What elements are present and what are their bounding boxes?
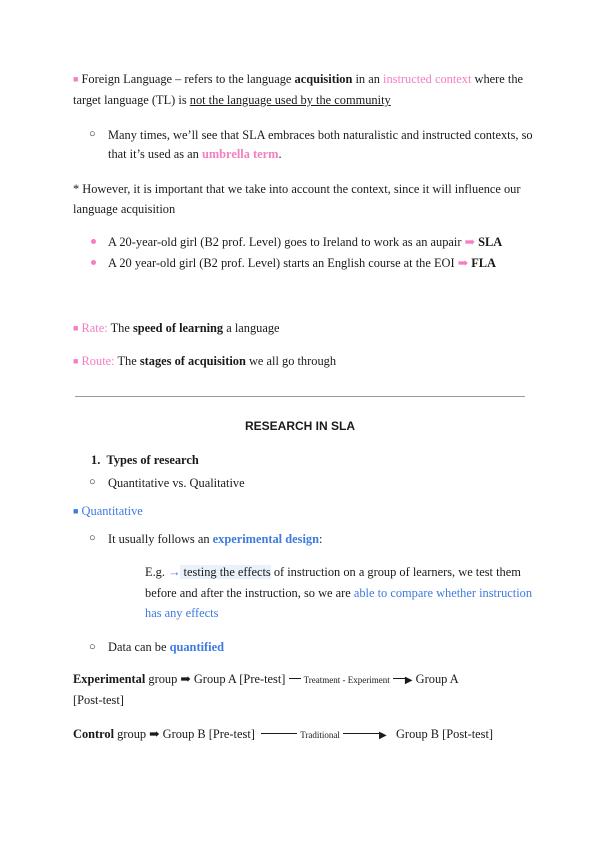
- fla-definition-line1: [73, 70, 523, 88]
- circle-bullet-icon: ○: [89, 641, 96, 653]
- example-line2: [145, 584, 532, 602]
- text: group ➡ Group A [Pre-test]: [145, 672, 289, 686]
- circle-bullet-icon: ○: [89, 476, 96, 488]
- text: E.g.: [145, 565, 169, 579]
- text: The: [114, 354, 140, 368]
- blue-square-icon: ■: [73, 506, 79, 516]
- quantified-term: quantified: [169, 640, 224, 654]
- group-label: Experimental: [73, 672, 146, 686]
- rate-label: Rate:: [81, 321, 108, 335]
- experimental-group-line2: [73, 691, 124, 709]
- arrow-right-icon: ➡: [464, 235, 475, 249]
- pink-square-icon: ■: [73, 323, 79, 333]
- text: before and after the instruction, so we are: [145, 586, 354, 600]
- quantitative-heading: [73, 502, 143, 520]
- blue-text: has any effects: [145, 606, 219, 620]
- however-line1: [73, 180, 521, 198]
- example-sla: [108, 233, 502, 251]
- control-group-line: [73, 725, 493, 745]
- divider: [75, 396, 525, 397]
- arrow-line: [393, 678, 405, 679]
- experimental-group-line1: [73, 670, 459, 690]
- text: Group A: [412, 672, 459, 686]
- list-label: Types of research: [106, 453, 199, 467]
- blue-text: able to compare whether instruction: [353, 586, 533, 600]
- example-label: FLA: [471, 256, 496, 270]
- arrowhead-icon: ▶: [404, 675, 413, 686]
- text: that it’s used as an: [108, 147, 202, 161]
- pink-bullet-icon: [91, 260, 96, 265]
- rate-line: [73, 319, 280, 337]
- many-times-line2: [108, 145, 282, 163]
- list-number: 1.: [91, 453, 101, 467]
- text: It usually follows an: [108, 532, 213, 546]
- text: in an: [352, 72, 383, 86]
- pink-square-icon: ■: [73, 356, 79, 366]
- text: A 20-year-old girl (B2 prof. Level) goes to Ireland to work as an aupair: [108, 235, 465, 249]
- data-quantified-line: [108, 638, 224, 656]
- text: where the: [471, 72, 524, 86]
- text: The: [107, 321, 133, 335]
- circle-bullet-icon: ○: [89, 128, 96, 140]
- text: Group B [Post-test]: [392, 727, 494, 741]
- experimental-design-term: experimental design: [212, 532, 319, 546]
- text: A 20 year-old girl (B2 prof. Level) starts an English course at the EOI: [108, 256, 458, 270]
- quantitative-label: Quantitative: [81, 504, 143, 518]
- highlighted-text: testing the effects: [180, 565, 271, 579]
- route-label: Route:: [81, 354, 115, 368]
- arrow-line: [343, 733, 379, 734]
- text: language acquisition: [73, 202, 176, 216]
- experimental-design-line: [108, 530, 322, 548]
- text: Quantitative vs. Qualitative: [108, 476, 245, 490]
- text: Many times, we’ll see that SLA embraces both naturalistic and instructed contexts, so: [108, 128, 533, 142]
- types-of-research: [91, 451, 199, 469]
- example-line3: [145, 604, 218, 622]
- arrow-line: [289, 678, 301, 679]
- text: :: [318, 532, 323, 546]
- text: Foreign Language – refers to the language: [78, 72, 295, 86]
- umbrella-term: umbrella term: [201, 147, 279, 161]
- arrow-right-icon: →: [168, 565, 181, 579]
- text: a language: [223, 321, 280, 335]
- pink-square-icon: ■: [73, 74, 79, 84]
- bold-term: acquisition: [294, 72, 353, 86]
- text: of instruction on a group of learners, we test them: [270, 565, 521, 579]
- example-label: SLA: [478, 235, 503, 249]
- group-label: Control: [73, 727, 115, 741]
- fla-definition-line2: [73, 91, 391, 109]
- arrow-right-icon: ➡: [457, 256, 469, 270]
- traditional-label: Traditional: [300, 730, 340, 740]
- text: target language (TL) is: [73, 93, 190, 107]
- bold-term: stages of acquisition: [139, 354, 246, 368]
- highlight-term: instructed context: [383, 72, 472, 86]
- circle-bullet-icon: ○: [89, 532, 96, 544]
- bold-term: speed of learning: [132, 321, 224, 335]
- arrow-line: [261, 733, 297, 734]
- text: group ➡ Group B [Pre-test]: [114, 727, 258, 741]
- pink-bullet-icon: [91, 239, 96, 244]
- arrowhead-icon: ▶: [378, 730, 387, 741]
- text: * However, it is important that we take into account the context, since it will influence our: [73, 182, 521, 196]
- text: Data can be: [108, 640, 170, 654]
- section-heading: RESEARCH IN SLA: [244, 419, 355, 433]
- however-line2: [73, 200, 175, 218]
- quant-vs-qual: [108, 474, 245, 492]
- many-times-line1: [108, 126, 533, 144]
- route-line: [73, 352, 336, 370]
- text: [Post-test]: [73, 693, 124, 707]
- text: .: [278, 147, 282, 161]
- underlined-term: not the language used by the community: [189, 93, 391, 107]
- example-fla: [108, 254, 496, 272]
- text: we all go through: [245, 354, 337, 368]
- example-line1: [145, 563, 521, 581]
- treatment-label: Treatment - Experiment: [303, 675, 390, 685]
